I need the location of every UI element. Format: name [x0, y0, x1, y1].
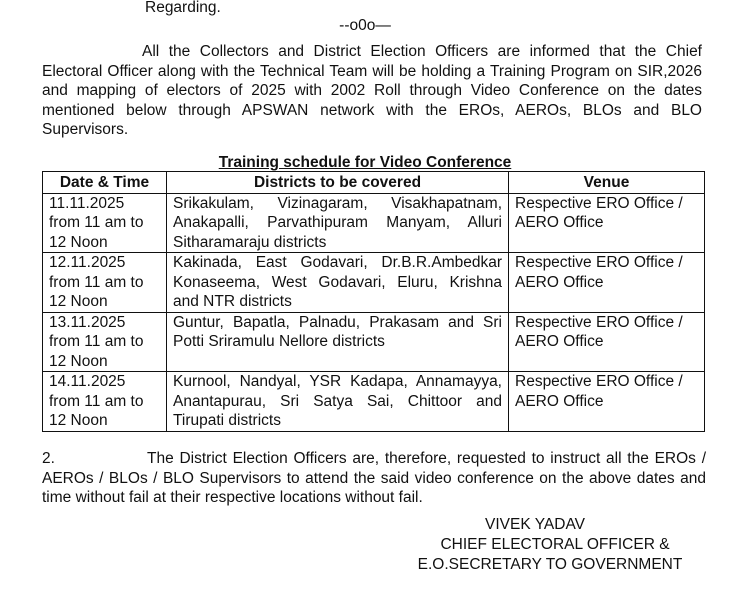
venue-cell: Respective ERO Office / AERO Office: [509, 372, 705, 432]
date: 11.11.2025: [49, 194, 125, 212]
column-header-venue: Venue: [509, 172, 705, 194]
table-row: [43, 253, 705, 313]
venue-cell: Respective ERO Office / AERO Office: [509, 193, 705, 253]
date-time-cell: [43, 372, 167, 432]
districts-cell: Kurnool, Nandyal, YSR Kadapa, Annamayya, Anantapurau, Sri Satya Sai, Chittoor and Tirupati districts: [167, 372, 509, 432]
venue-cell: Respective ERO Office / AERO Office: [509, 253, 705, 313]
regarding-line: Regarding.: [145, 0, 221, 16]
time: from 11 am to: [49, 214, 144, 231]
date-time-cell: [43, 193, 167, 253]
table-row: [43, 372, 705, 432]
date: 12.11.2025: [49, 254, 126, 271]
time-end: 12 Noon: [49, 293, 108, 310]
table-header-row: [43, 172, 705, 194]
table-row: [43, 312, 705, 372]
schedule-title: Training schedule for Video Conference: [218, 154, 512, 171]
venue-cell: Respective ERO Office / AERO Office: [509, 312, 705, 372]
column-header-date: Date & Time: [43, 172, 167, 194]
signatory-title: CHIEF ELECTORAL OFFICER &: [440, 536, 670, 553]
date-time-cell: [43, 253, 167, 313]
table-row: [43, 193, 705, 253]
time: from 11 am to: [49, 333, 144, 350]
time-end: 12 Noon: [49, 233, 108, 251]
date: 14.11.2025: [49, 373, 126, 390]
date-time-cell: [43, 312, 167, 372]
time-end: 12 Noon: [49, 352, 108, 370]
column-header-districts: Districts to be covered: [167, 172, 509, 194]
signatory-subtitle: E.O.SECRETARY TO GOVERNMENT: [417, 556, 683, 573]
date: 13.11.2025: [49, 313, 126, 331]
closing-paragraph: [42, 449, 706, 508]
time-end: 12 Noon: [49, 412, 108, 429]
time: from 11 am to: [49, 273, 144, 291]
intro-paragraph-text: All the Collectors and District Election Officers are informed that the Chief Electoral Officer along with the Technical Team will be holding a Training Program on SIR,2026 and mapping of electors of 2025 with 2002 Roll through Video Conference on the dates mentioned below through APSWAN network with the EROs, AEROs, BLOs and BLO Supervisors.: [42, 43, 702, 138]
schedule-table: [42, 171, 705, 432]
districts-cell: Srikakulam, Vizinagaram, Visakhapatnam, Anakapalli, Parvathipuram Manyam, Alluri Sitharamaraju districts: [167, 193, 509, 253]
districts-cell: Guntur, Bapatla, Palnadu, Prakasam and Sri Potti Sriramulu Nellore districts: [167, 312, 509, 372]
signatory-name: VIVEK YADAV: [485, 516, 585, 533]
section-divider: --o0o—: [339, 17, 391, 34]
districts-cell: Kakinada, East Godavari, Dr.B.R.Ambedkar Konaseema, West Godavari, Eluru, Krishna and NTR districts: [167, 253, 509, 313]
paragraph-number: 2.: [42, 450, 55, 467]
closing-paragraph-text: The District Election Officers are, therefore, requested to instruct all the EROs / AEROs / BLOs / BLO Supervisors to attend the said video conference on the above dates and time without fail at their respective locations without fail.: [42, 450, 706, 506]
intro-paragraph: [42, 42, 702, 140]
time: from 11 am to: [49, 392, 144, 410]
